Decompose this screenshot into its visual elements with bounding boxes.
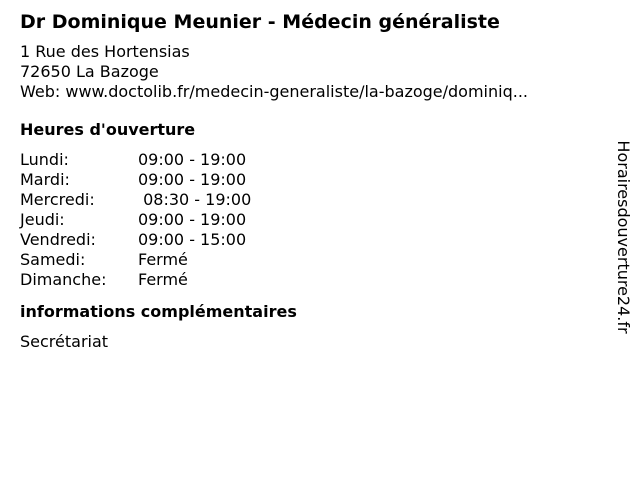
hours-value: Fermé (138, 250, 188, 269)
hours-value: Fermé (138, 270, 188, 289)
page-title: Dr Dominique Meunier - Médecin généraliste (20, 11, 500, 33)
opening-hours-table (20, 150, 600, 290)
address-city: 72650 La Bazoge (20, 62, 159, 81)
hours-row-sunday (20, 270, 600, 290)
hours-value: 09:00 - 19:00 (138, 150, 247, 169)
site-watermark: Horairesdouverture24.fr (614, 140, 633, 334)
hours-value: 09:00 - 15:00 (138, 230, 247, 249)
hours-row-wednesday (20, 190, 600, 210)
day-label: Samedi: (20, 250, 86, 269)
day-label: Dimanche: (20, 270, 107, 289)
day-label: Mardi: (20, 170, 70, 189)
day-label: Vendredi: (20, 230, 96, 249)
address-block (20, 42, 600, 102)
hours-row-saturday (20, 250, 600, 270)
day-label: Lundi: (20, 150, 69, 169)
opening-hours-heading: Heures d'ouverture (20, 120, 196, 139)
day-label: Jeudi: (20, 210, 65, 229)
hours-row-monday (20, 150, 600, 170)
hours-row-thursday (20, 210, 600, 230)
website-link[interactable]: Web: www.doctolib.fr/medecin-generaliste/la-bazoge/dominiq... (20, 82, 528, 101)
hours-value: 09:00 - 19:00 (138, 210, 247, 229)
hours-value: 09:00 - 19:00 (138, 170, 247, 189)
address-street: 1 Rue des Hortensias (20, 42, 190, 61)
additional-info-heading: informations complémentaires (20, 302, 297, 321)
hours-row-tuesday (20, 170, 600, 190)
hours-value: 08:30 - 19:00 (138, 190, 252, 209)
hours-row-friday (20, 230, 600, 250)
day-label: Mercredi: (20, 190, 95, 209)
additional-info-value: Secrétariat (20, 332, 109, 351)
business-card (20, 9, 600, 352)
